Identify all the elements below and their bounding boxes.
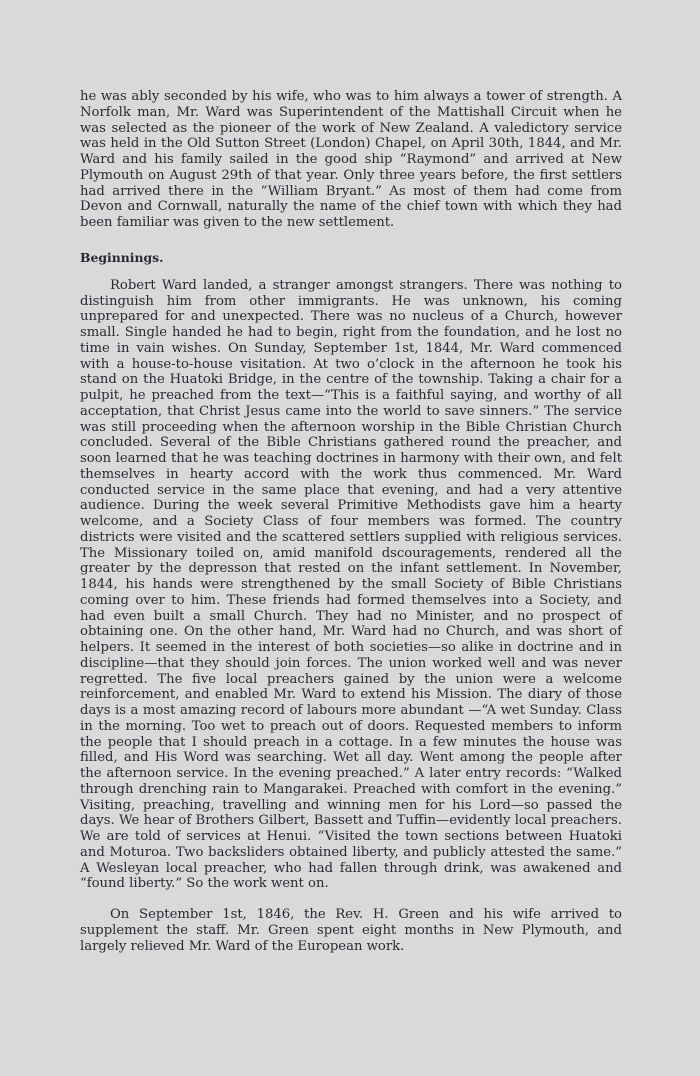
section-heading: Beginnings. <box>80 249 164 265</box>
closing-paragraph: On September 1st, 1846, the Rev. H. Green and his wife arrived to supplement the staff. Mr. Green spent eight months in New Plymouth, and largely relieved Mr. Ward of the European work. <box>80 907 622 954</box>
intro-paragraph: he was ably seconded by his wife, who was to him always a tower of strength. A Norfolk man, Mr. Ward was Superintendent of the Mattishall Circuit when he was selected as the pioneer of the work of New Zealand. A valedictory service was held in the Old Sutton Street (London) Chapel, on April 30th, 1844, and Mr. Ward and his family sailed in the good ship “Raymond” and arrived at New Plymouth on August 29th of that year. Only three years before, the first settlers had arrived there in the “William Bryant.” As most of them had come from Devon and Cornwall, naturally the name of the chief town with which they had been familiar was given to the new settlement. <box>80 89 622 230</box>
body-paragraph: Robert Ward landed, a stranger amongst strangers. There was nothing to distinguish him from other immigrants. He was unknown, his coming unprepared for and unexpected. There was no nucleus of a Church, however small. Single handed he had to begin, right from the foundation, and he lost no time in vain wishes. On Sunday, September 1st, 1844, Mr. Ward commenced with a house-to-house visitation. At two o’clock in the afternoon he took his stand on the Huatoki Bridge, in the centre of the township. Taking a chair for a pulpit, he preached from the text—“This is a faithful saying, and worthy of all acceptation, that Christ Jesus came into the world to save sinners.” The service was still proceeding when the afternoon worship in the Bible Christian Church concluded. Several of the Bible Christians gathered round the preacher, and soon learned that he was teaching doctrines in harmony with their own, and felt themselves in hearty accord with the work thus commenced. Mr. Ward conducted service in the same place that evening, and had a very attentive audience. During the week several Primitive Methodists gave him a hearty welcome, and a Society Class of four members was formed. The country districts were visited and the scattered settlers supplied with religious services. The Missionary toiled on, amid manifold dscouragements, rendered all the greater by the depresson that rested on the infant settlement. In November, 1844, his hands were strengthened by the small Society of Bible Christians coming over to him. These friends had formed themselves into a Society, and had even built a small Church. They had no Minister, and no prospect of obtaining one. On the other hand, Mr. Ward had no Church, and was short of helpers. It seemed in the interest of both societies—so alike in doctrine and in discipline—that they should join forces. The union worked well and was never regretted. The five local preachers gained by the union were a welcome reinforcement, and enabled Mr. Ward to extend his Mission. The diary of those days is a most amazing record of labours more abundant —“A wet Sunday. Class in the morning. Too wet to preach out of doors. Requested members to inform the people that I should preach in a cottage. In a few minutes the house was filled, and His Word was searching. Wet all day. Went among the people after the afternoon service. In the evening preached.” A later entry records: “Walked through drenching rain to Mangarakei. Preached with comfort in the evening.” Visiting, preaching, travelling and winning men for his Lord—so passed the days. We hear of Brothers Gilbert, Bassett and Tuffin—evidently local preachers. We are told of services at Henui. “Visited the town sections between Huatoki and Moturoa. Two backsliders obtained liberty, and publicly attested the same.” A Wesleyan local preacher, who had fallen through drink, was awakened and “found liberty.” So the work went on. <box>80 277 622 892</box>
paragraph-gap <box>80 892 622 907</box>
